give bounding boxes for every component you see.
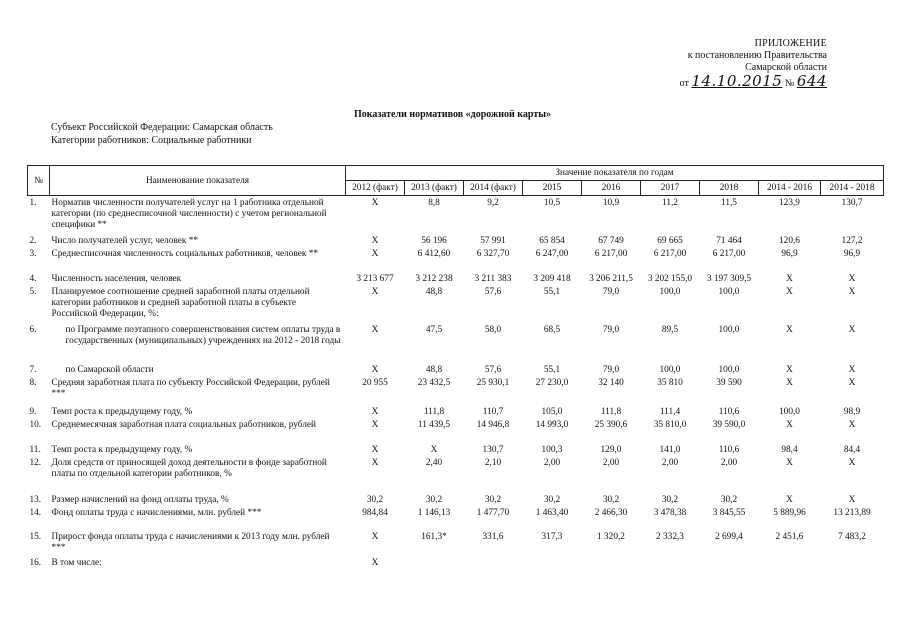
row-value: 317,3	[541, 531, 563, 542]
table-row	[28, 418, 884, 443]
row-value: 2,40	[425, 457, 443, 468]
row-value: 100,0	[718, 364, 740, 375]
row-value: 30,2	[602, 494, 620, 505]
row-value: 127,2	[841, 235, 863, 246]
row-value: 100,3	[541, 444, 563, 455]
row-value: 79,0	[602, 364, 620, 375]
row-value: 69 665	[657, 235, 683, 246]
row-value: 30,2	[543, 494, 561, 505]
row-number: 16.	[29, 557, 42, 568]
row-value: 100,0	[659, 286, 681, 297]
table-row	[28, 247, 884, 272]
row-value: 110,6	[718, 406, 740, 417]
row-value: 120,6	[779, 235, 800, 246]
row-value: 96,9	[781, 248, 798, 259]
row-value: Х	[786, 377, 793, 388]
row-value: Х	[371, 198, 379, 208]
row-value: 30,2	[661, 494, 679, 505]
row-number: 9.	[29, 406, 37, 417]
row-value: 2,00	[720, 457, 738, 468]
row-indicator-name: Планируемое соотношение средней заработной платы отдельной категории работников и средней заработной платы в субъекте Российской Федерации, %:	[51, 286, 310, 319]
row-value: 130,7	[841, 198, 863, 208]
header-values-group: Значение показателя по годам	[346, 166, 884, 181]
row-number: 5.	[29, 286, 37, 297]
appendix-line2: Самарской области	[745, 62, 827, 73]
row-value: 55,1	[543, 286, 561, 297]
row-value: Х	[371, 531, 379, 542]
row-value: Х	[786, 494, 793, 505]
table-row	[28, 493, 884, 506]
row-value: Х	[371, 235, 379, 246]
row-value: Х	[848, 286, 856, 297]
row-value	[641, 556, 700, 569]
row-value: 6 247,00	[535, 248, 569, 259]
row-number: 7.	[29, 364, 37, 375]
row-value: 27 230,0	[535, 377, 569, 388]
row-value: 1 146,13	[417, 507, 451, 518]
row-value: 100,0	[659, 364, 681, 375]
row-value: 96,9	[843, 248, 861, 259]
row-value: 58,0	[484, 324, 502, 335]
row-value: 3 202 155,0	[647, 273, 693, 284]
row-value: Х	[786, 273, 793, 284]
row-value	[582, 556, 641, 569]
row-value: 10,5	[543, 198, 561, 208]
row-value: 2,00	[543, 457, 561, 468]
row-value: 30,2	[484, 494, 502, 505]
row-value: 6 217,00	[594, 248, 628, 259]
row-value: 35 810,0	[653, 419, 687, 430]
row-value: Х	[786, 286, 793, 297]
row-value: 123,9	[779, 198, 800, 208]
row-indicator-name: Среднесписочная численность социальных работников, человек **	[51, 248, 319, 259]
row-value: 39 590,0	[712, 419, 746, 430]
row-indicator-name: Темп роста к предыдущему году, %	[51, 444, 193, 455]
row-value: Х	[848, 494, 856, 505]
table-row	[28, 556, 884, 569]
row-value: 89,5	[661, 324, 679, 335]
row-value: 3 845,55	[712, 507, 746, 518]
row-value: Х	[371, 419, 379, 430]
row-value: 7 483,2	[838, 531, 866, 542]
table-body	[28, 196, 884, 569]
document-meta	[51, 121, 273, 147]
row-value	[464, 556, 523, 569]
row-value	[523, 556, 582, 569]
header-year: 2015	[523, 181, 582, 196]
header-year: 2012 (факт)	[346, 181, 405, 196]
row-value: 100,0	[779, 406, 800, 417]
appendix-number-sign: №	[784, 78, 795, 89]
row-value: 100,0	[718, 324, 740, 335]
row-value	[759, 556, 821, 569]
row-indicator-name: Средняя заработная плата по субъекту Российской Федерации, рублей ***	[51, 377, 330, 399]
header-number: №	[28, 166, 50, 196]
row-value: 35 810	[657, 377, 683, 388]
row-value: Х	[371, 364, 379, 375]
header-year: 2014 - 2018	[821, 181, 884, 196]
row-value: 30,2	[425, 494, 443, 505]
table-row	[28, 285, 884, 323]
row-value: Х	[371, 286, 379, 297]
row-value: Х	[371, 557, 379, 568]
row-value: 84,4	[843, 444, 861, 455]
appendix-title: ПРИЛОЖЕНИЕ	[754, 38, 827, 49]
row-value: Х	[430, 444, 438, 455]
row-value: 68,5	[543, 324, 561, 335]
row-number: 3.	[29, 248, 37, 259]
row-indicator-name: Число получателей услуг, человек **	[51, 235, 199, 246]
row-indicator-name: по Программе поэтапного совершенствования систем оплаты труда в государственных (муниципальных) учреждениях на 2012 - 2018 годы	[65, 324, 341, 346]
row-value: 2 466,30	[594, 507, 628, 518]
row-value: 2,10	[484, 457, 502, 468]
appendix-number: 644	[796, 72, 827, 90]
table-row	[28, 443, 884, 456]
row-value: Х	[371, 444, 379, 455]
row-value: 110,6	[718, 444, 740, 455]
row-value: Х	[786, 364, 793, 375]
row-value: 3 206 211,5	[589, 273, 633, 284]
row-value: 1 477,70	[476, 507, 510, 518]
row-number: 8.	[29, 377, 37, 388]
row-indicator-name: Прирост фонда оплаты труда с начислениями к 2013 году млн. рублей ***	[51, 531, 330, 553]
row-value: 65 854	[539, 235, 565, 246]
header-year: 2018	[700, 181, 759, 196]
row-value: Х	[371, 457, 379, 468]
row-value: 161,3*	[421, 531, 447, 542]
row-value: 6 412,60	[417, 248, 451, 259]
row-indicator-name: Среднемесячная заработная плата социальных работников, рублей	[51, 419, 317, 430]
row-value: 30,2	[720, 494, 738, 505]
row-value: 67 749	[598, 235, 624, 246]
table-row	[28, 272, 884, 285]
row-value: 25 390,6	[594, 419, 628, 430]
row-value: 3 197 309,5	[706, 273, 752, 284]
row-value: Х	[848, 273, 856, 284]
table-row	[28, 376, 884, 405]
appendix-from: от	[679, 78, 689, 89]
row-value: 984,84	[362, 507, 388, 518]
row-value: 25 930,1	[476, 377, 510, 388]
row-indicator-name: Размер начислений на фонд оплаты труда, %	[51, 494, 229, 505]
row-value: 3 478,38	[653, 507, 687, 518]
row-value: 2 699,4	[715, 531, 743, 542]
row-value	[405, 556, 464, 569]
row-value: 5 889,96	[773, 507, 806, 518]
row-number: 2.	[29, 235, 37, 246]
row-value: 57,6	[484, 364, 502, 375]
appendix-line1: к постановлению Правительства	[687, 50, 827, 61]
row-value: 331,6	[482, 531, 504, 542]
row-value: Х	[848, 377, 856, 388]
row-value: 32 140	[598, 377, 624, 388]
row-value: 6 217,00	[653, 248, 687, 259]
header-indicator-name: Наименование показателя	[50, 166, 346, 196]
row-value: Х	[371, 324, 379, 335]
row-value: 56 196	[421, 235, 447, 246]
row-value: 55,1	[543, 364, 561, 375]
row-value: 129,0	[600, 444, 622, 455]
row-value: 79,0	[602, 286, 620, 297]
row-value: 2 451,6	[775, 531, 804, 542]
row-value: Х	[786, 324, 793, 335]
row-value: 23 432,5	[417, 377, 451, 388]
row-value: 11 439,5	[417, 419, 451, 430]
subject-line: Субъект Российской Федерации: Самарская область	[51, 122, 273, 133]
row-value: 1 463,40	[535, 507, 569, 518]
row-value: 111,4	[659, 406, 681, 417]
row-value: 9,2	[487, 198, 499, 208]
appendix-date-line	[627, 72, 827, 90]
row-value: 11,5	[721, 198, 737, 208]
row-value: 100,0	[718, 286, 740, 297]
row-number: 14.	[29, 507, 42, 518]
document-title: Показатели нормативов «дорожной карты»	[353, 109, 552, 120]
row-value: Х	[848, 419, 856, 430]
row-value: 8,8	[428, 198, 440, 208]
row-value: 13 213,89	[833, 507, 871, 518]
row-value: 98,4	[781, 444, 798, 455]
row-value: 1 320,2	[597, 531, 625, 542]
row-indicator-name: В том числе:	[51, 557, 102, 568]
row-value: Х	[371, 406, 379, 417]
row-value: 2 332,3	[656, 531, 684, 542]
row-value: 30,2	[366, 494, 384, 505]
table-row	[28, 506, 884, 530]
row-value: 2,00	[661, 457, 679, 468]
row-value: 14 946,8	[476, 419, 510, 430]
row-indicator-name: Численность населения, человек	[51, 273, 182, 284]
row-value: 130,7	[482, 444, 504, 455]
row-value: 98,9	[843, 406, 861, 417]
row-number: 11.	[29, 444, 41, 455]
row-value	[821, 556, 884, 569]
table-row	[28, 530, 884, 556]
table-row	[28, 234, 884, 247]
row-number: 13.	[29, 494, 42, 505]
row-value: 105,0	[541, 406, 563, 417]
row-value: 111,8	[600, 406, 622, 417]
row-value	[700, 556, 759, 569]
header-year: 2014 - 2016	[759, 181, 821, 196]
row-indicator-name: Фонд оплаты труда с начислениями, млн. рублей ***	[51, 507, 262, 518]
table-row	[28, 196, 884, 234]
indicators-table	[27, 165, 884, 569]
table-row	[28, 405, 884, 418]
row-number: 4.	[29, 273, 37, 284]
row-value: 6 327,70	[476, 248, 510, 259]
row-value: 141,0	[659, 444, 681, 455]
header-year: 2014 (факт)	[464, 181, 523, 196]
row-value: 6 217,00	[712, 248, 746, 259]
row-value: Х	[786, 457, 793, 468]
row-value: Х	[848, 457, 856, 468]
appendix-date: 14.10.2015	[691, 72, 783, 90]
row-number: 12.	[29, 457, 42, 468]
row-value: Х	[848, 364, 856, 375]
row-indicator-name: Норматив численности получателей услуг на 1 работника отдельной категории (по среднесписочной численности) с учетом региональной специфики **	[51, 198, 327, 230]
row-indicator-name: Доля средств от приносящей доход деятельности в фонде заработной платы по отдельной категории работников, %	[51, 457, 327, 479]
row-value: Х	[786, 419, 793, 430]
row-value: 110,7	[482, 406, 504, 417]
header-year: 2017	[641, 181, 700, 196]
category-line: Категории работников: Социальные работники	[51, 135, 252, 146]
row-value: 11,2	[662, 198, 678, 208]
row-value: 71 464	[716, 235, 742, 246]
row-value: 20 955	[362, 377, 388, 388]
appendix-block	[627, 38, 827, 90]
table-row	[28, 456, 884, 493]
row-value: 47,5	[425, 324, 443, 335]
row-number: 15.	[29, 531, 42, 542]
row-value: 39 590	[716, 377, 742, 388]
row-value: 14 993,0	[535, 419, 569, 430]
row-value: 48,8	[425, 364, 443, 375]
row-value: Х	[848, 324, 856, 335]
header-year: 2016	[582, 181, 641, 196]
row-value: 3 213 677	[356, 273, 394, 284]
row-value: 10,9	[602, 198, 620, 208]
table-header	[28, 166, 884, 196]
row-value: 3 212 238	[415, 273, 453, 284]
row-value: 57 991	[480, 235, 506, 246]
row-value: 57,6	[484, 286, 502, 297]
row-number: 6.	[29, 324, 37, 335]
header-year: 2013 (факт)	[405, 181, 464, 196]
row-value: 2,00	[602, 457, 620, 468]
row-value: 111,8	[423, 406, 445, 417]
row-indicator-name: по Самарской области	[65, 364, 154, 375]
row-value: 48,8	[425, 286, 443, 297]
row-value: 3 209 418	[533, 273, 571, 284]
row-value: 3 211 383	[474, 273, 512, 284]
row-indicator-name: Темп роста к предыдущему году, %	[51, 406, 193, 417]
table-row	[28, 323, 884, 363]
row-number: 1.	[29, 198, 37, 208]
row-value: 79,0	[602, 324, 620, 335]
table-row	[28, 363, 884, 376]
row-number: 10.	[29, 419, 42, 430]
row-value: Х	[371, 248, 379, 259]
